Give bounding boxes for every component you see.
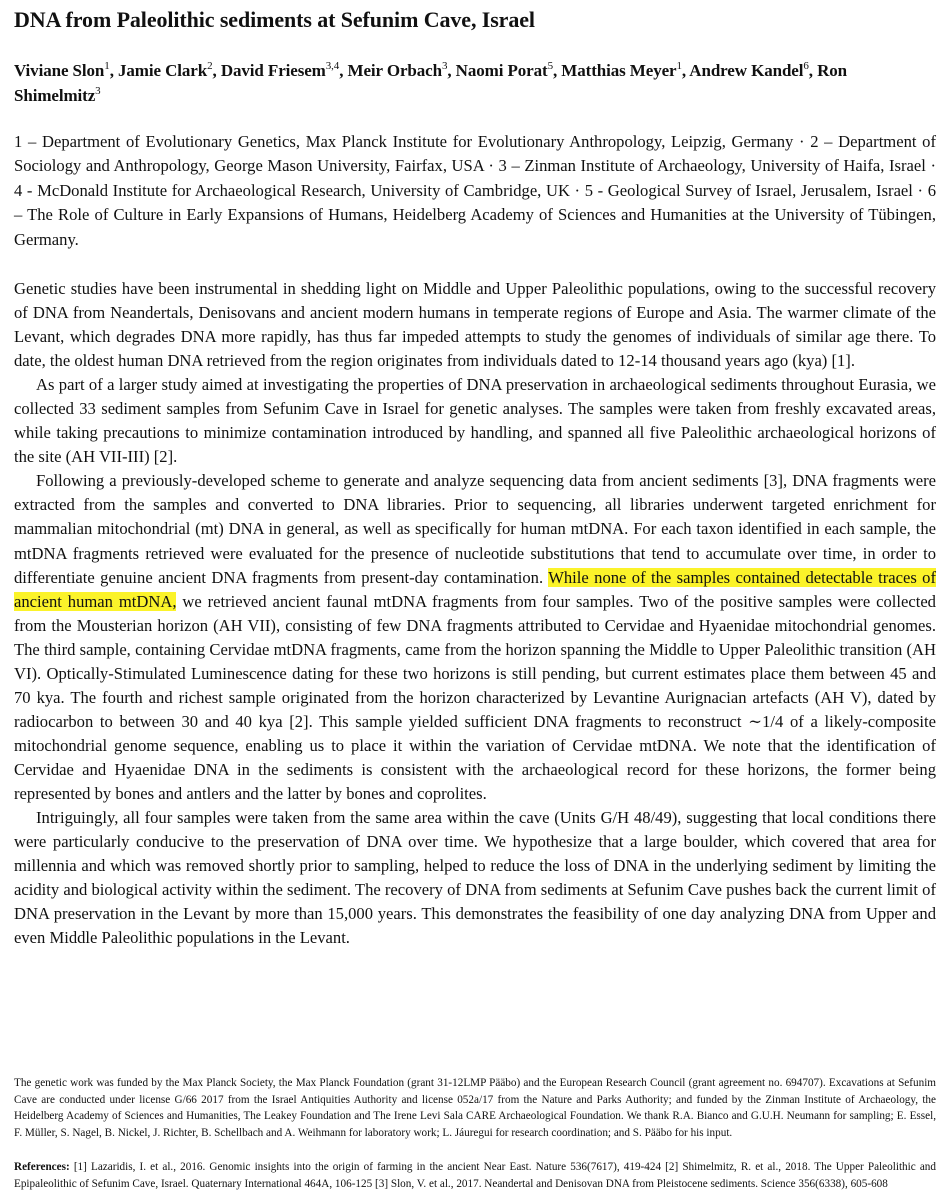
author-list bbox=[14, 58, 936, 108]
results-text-after: we retrieved ancient faunal mtDNA fragments from four samples. Two of the positive samples were collected from the Mousterian horizon (AH VII), consisting of few DNA fragments attributed to Cervidae and Hyaenidae mitochondrial genomes. The third sample, containing Cervidae mtDNA fragments, came from the horizon spanning the Middle to Upper Paleolithic transition (AH VI). Optically-Stimulated Luminescence dating for these two horizons is still pending, but current estimates place them between 45 and 70 kya. The fourth and richest sample originated from the horizon characterized by Levantine Aurignacian artefacts (AH V), dated by radiocarbon to between 30 and 40 kya [2]. This sample yielded sufficient DNA fragments to reconstruct ∼1/4 of a likely-composite mitochondrial genome sequence, enabling us to place it within the variation of Cervidae mtDNA. We note that the identification of Cervidae and Hyaenidae DNA in the sediments is consistent with the archaeological record for these horizons, the former being represented by bones and antlers and the latter by bones and coprolites. bbox=[14, 591, 936, 803]
results-text-before: Following a previously-developed scheme to generate and analyze sequencing data from ancient sediments [3], DNA fragments were extracted from the samples and converted to DNA libraries. Prior to sequencing, all libraries underwent targeted enrichment for mammalian mitochondrial (mt) DNA in general, as well as specifically for human mtDNA. For each taxon identified in each sample, the mtDNA fragments retrieved were evaluated for the presence of nucleotide substitutions that tend to accumulate over time, in order to differentiate genuine ancient DNA fragments from present-day contamination. bbox=[14, 471, 936, 587]
author: Jamie Clark$^2$, bbox=[118, 60, 221, 80]
paragraph-results bbox=[14, 469, 936, 806]
paragraph-sampling: As part of a larger study aimed at investigating the properties of DNA preservation in archaeological sediments throughout Eurasia, we collected 33 sediment samples from Sefunim Cave in Israel for genetic analyses. The samples were taken from freshly excavated areas, while taking precautions to minimize contamination introduced by handling, and spanned all five Paleolithic archaeological horizons of the site (AH VII-III) [2]. bbox=[14, 375, 936, 467]
paragraph-intro: Genetic studies have been instrumental in shedding light on Middle and Upper Paleolithic populations, owing to the successful recovery of DNA from Neandertals, Denisovans and ancient modern humans in temperate regions of Europe and Asia. The warmer climate of the Levant, which degrades DNA more rapidly, has thus far impeded attempts to study the genomes of individuals of similar age there. To date, the oldest human DNA retrieved from the region originates from individuals dated to 12-14 thousand years ago (kya) [1]. bbox=[14, 279, 936, 371]
highlighted-sentence: While none of the samples contained detectable traces of ancient human mtDNA, bbox=[14, 567, 936, 611]
abstract-body bbox=[14, 277, 936, 950]
paper-page bbox=[14, 0, 936, 1200]
author: Naomi Porat$^5$, bbox=[455, 60, 562, 80]
author: Meir Orbach$^3$, bbox=[347, 60, 456, 80]
references-label: References: bbox=[14, 1161, 70, 1173]
references-text: [1] Lazaridis, I. et al., 2016. Genomic insights into the origin of farming in the ancient Near East. Nature 536(7617), 419-424 [2] Shimelmitz, R. et al., 2018. The Upper Paleolithic and Epipaleolithic of Sefunim Cave, Israel. Quaternary International 464A, 106-125 [3] Slon, V. et al., 2017. Neandertal and Denisovan DNA from Pleistocene sediments. Science 356(6338), 605-608 bbox=[14, 1161, 936, 1190]
paragraph-conclusion: Intriguingly, all four samples were taken from the same area within the cave (Units G/H 48/49), suggesting that local conditions there were particularly conducive to the preservation of DNA over time. We hypothesize that a large boulder, which covered that area for millennia and which was removed shortly prior to sampling, helped to reduce the loss of DNA in the underlying sediment by limiting the acidity and biological activity within the sediment. The recovery of DNA from sediments at Sefunim Cave pushes back the current limit of DNA preservation in the Levant by more than 15,000 years. This demonstrates the feasibility of one day analyzing DNA from Upper and even Middle Paleolithic populations in the Levant. bbox=[14, 808, 936, 948]
paper-title: DNA from Paleolithic sediments at Sefunim Cave, Israel bbox=[14, 7, 535, 32]
author: Matthias Meyer$^1$, bbox=[561, 60, 690, 80]
author: Viviane Slon$^1$, bbox=[14, 60, 118, 80]
affiliations: 1 – Department of Evolutionary Genetics, Max Planck Institute for Evolutionary Anthropology, Leipzig, Germany · 2 – Department of Sociology and Anthropology, George Mason University, Fairfax, USA · 3 – Zinman Institute of Archaeology, University of Haifa, Israel · 4 - McDonald Institute for Archaeological Research, University of Cambridge, UK · 5 - Geological Survey of Israel, Jerusalem, Israel · 6 – The Role of Culture in Early Expansions of Humans, Heidelberg Academy of Sciences and Humanities at the University of Tübingen, Germany. bbox=[14, 132, 936, 249]
author: David Friesem$^{3,4}$, bbox=[220, 60, 348, 80]
author: Ron Shimelmitz$^3$ bbox=[14, 61, 848, 105]
author: Andrew Kandel$^6$, bbox=[689, 60, 818, 80]
references bbox=[14, 1159, 936, 1192]
funding-acknowledgments: The genetic work was funded by the Max Planck Society, the Max Planck Foundation (grant 31-12LMP Pääbo) and the European Research Council (grant agreement no. 694707). Excavations at Sefunim Cave are conducted under license G/66 2017 from the Israel Antiquities Authority and license 052a/17 from the Nature and Parks Authority; and funded by the Zinman Institute of Archaeology, the Heidelberg Academy of Sciences and Humanities, The Leakey Foundation and The Irene Levi Sala CARE Archaeological Foundation. We thank R.A. Bianco and G.U.H. Neumann for sampling; E. Essel, F. Müller, S. Nagel, B. Nickel, J. Richter, B. Schellbach and A. Weihmann for laboratory work; L. Jáuregui for research coordination; and S. Pääbo for his input. bbox=[14, 1077, 936, 1139]
